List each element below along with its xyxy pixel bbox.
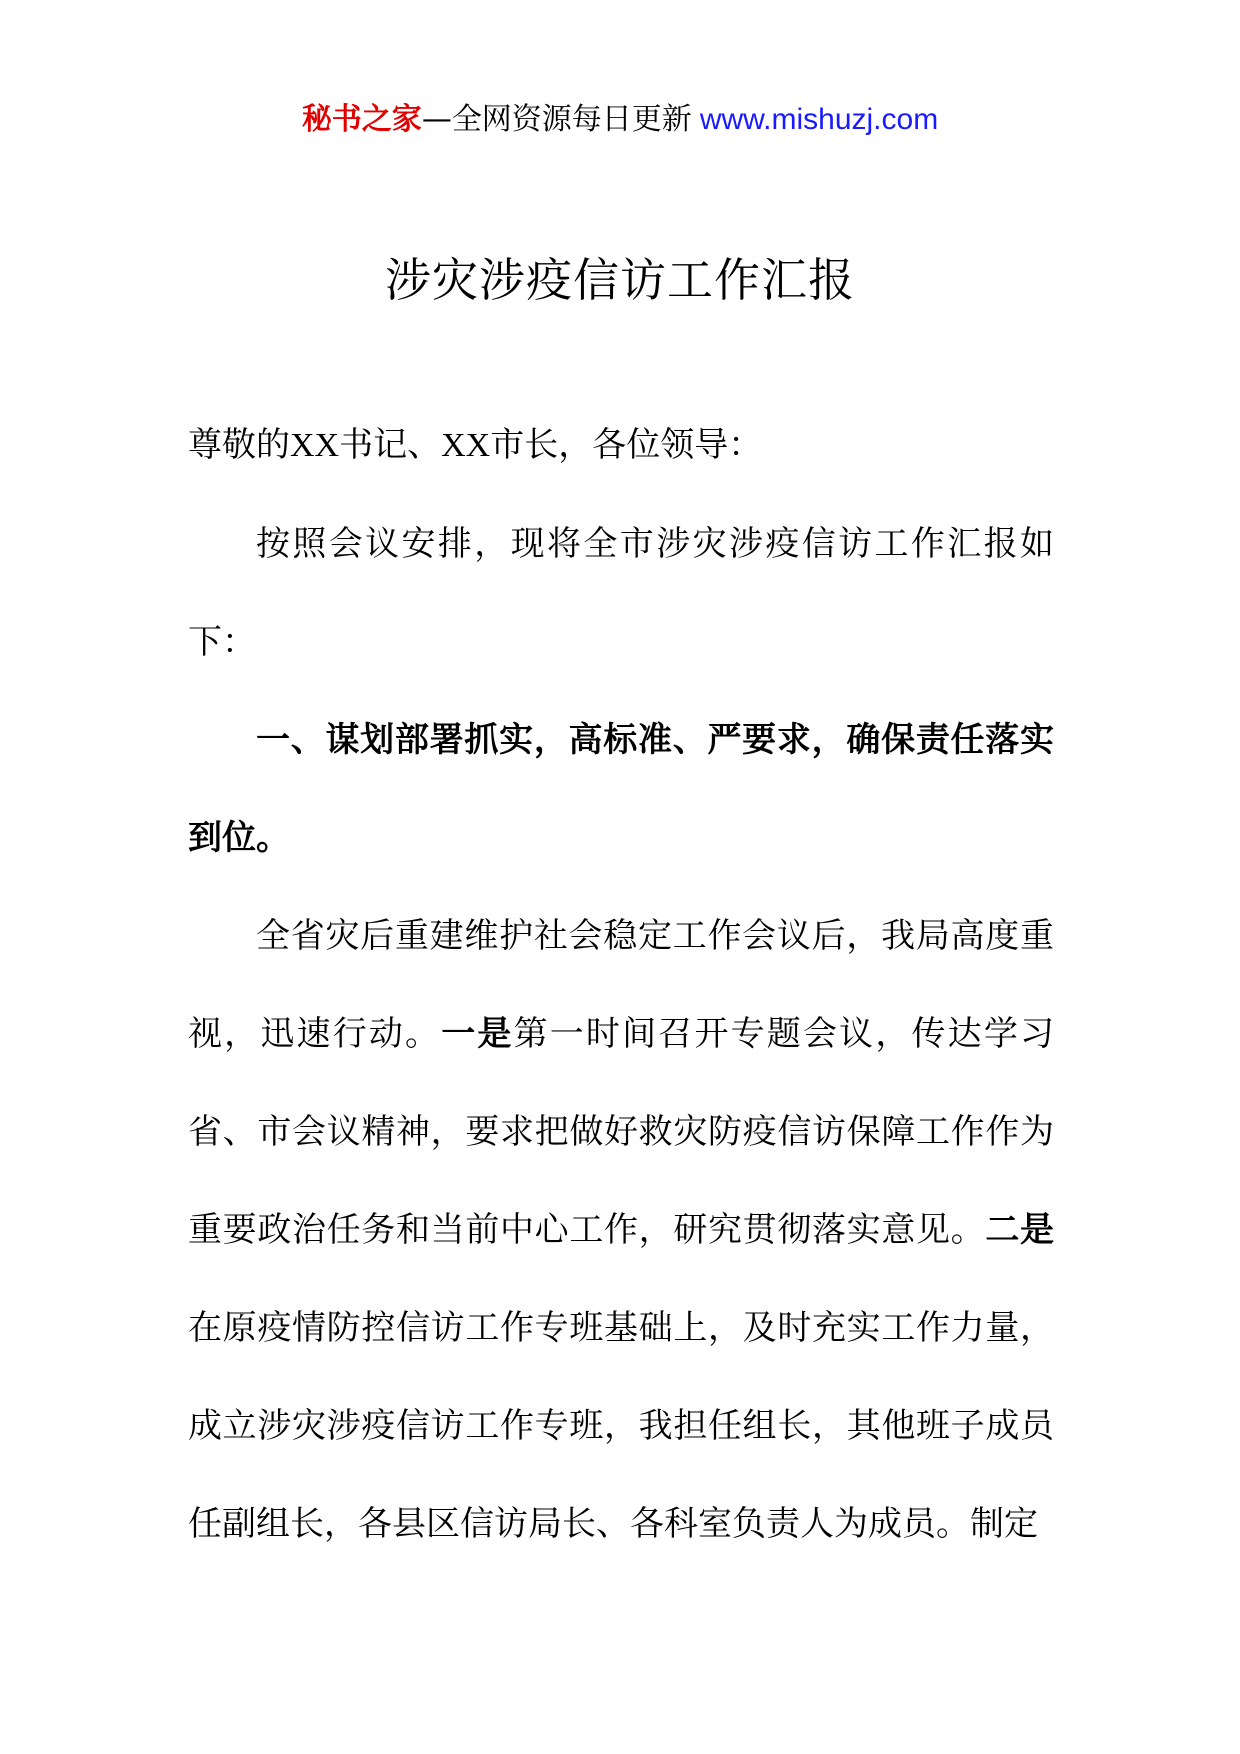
- intro-paragraph: 按照会议安排，现将全市涉灾涉疫信访工作汇报如下：: [188, 524, 1054, 662]
- salutation-name: XX: [441, 427, 491, 464]
- salutation-part: 尊敬的: [188, 425, 290, 465]
- list-marker: 一是: [441, 1014, 514, 1054]
- paragraph-text: 在原疫情防控信访工作专班基础上，及时充实工作力量，成立涉灾涉疫信访工作专班，我担任组长，其他班子成员任副组长，各县区信访局长、各科室负责人为成员。制定: [188, 1308, 1054, 1544]
- section-heading: 一、谋划部署抓实，高标准、严要求，确保责任落实到位。: [188, 720, 1054, 858]
- paragraph-text: 第一时间召开专题会议，传达学习省、市会议精神，要求把做好救灾防疫信访保障工作作为重要政治任务和当前中心工作，研究贯彻落实意见。: [188, 1014, 1055, 1250]
- salutation: [188, 396, 1054, 495]
- document-title: 涉灾涉疫信访工作汇报: [385, 253, 855, 307]
- page-header: [0, 100, 1240, 140]
- document-body: [188, 396, 1054, 1573]
- salutation-name: XX: [290, 427, 340, 464]
- brand-name: 秘书之家: [301, 102, 422, 137]
- header-tagline: —全网资源每日更新: [421, 102, 692, 137]
- salutation-part: 市长，各位领导：: [490, 425, 763, 465]
- body-paragraph: [188, 887, 1054, 1573]
- list-marker: 二是: [985, 1210, 1055, 1250]
- salutation-part: 书记、: [339, 425, 442, 465]
- paragraph-text: 全省灾后重建维护社会稳定工作会议后，我局高度重视，迅速行动。: [188, 916, 1054, 1054]
- website-link[interactable]: www.mishuzj.com: [699, 103, 939, 136]
